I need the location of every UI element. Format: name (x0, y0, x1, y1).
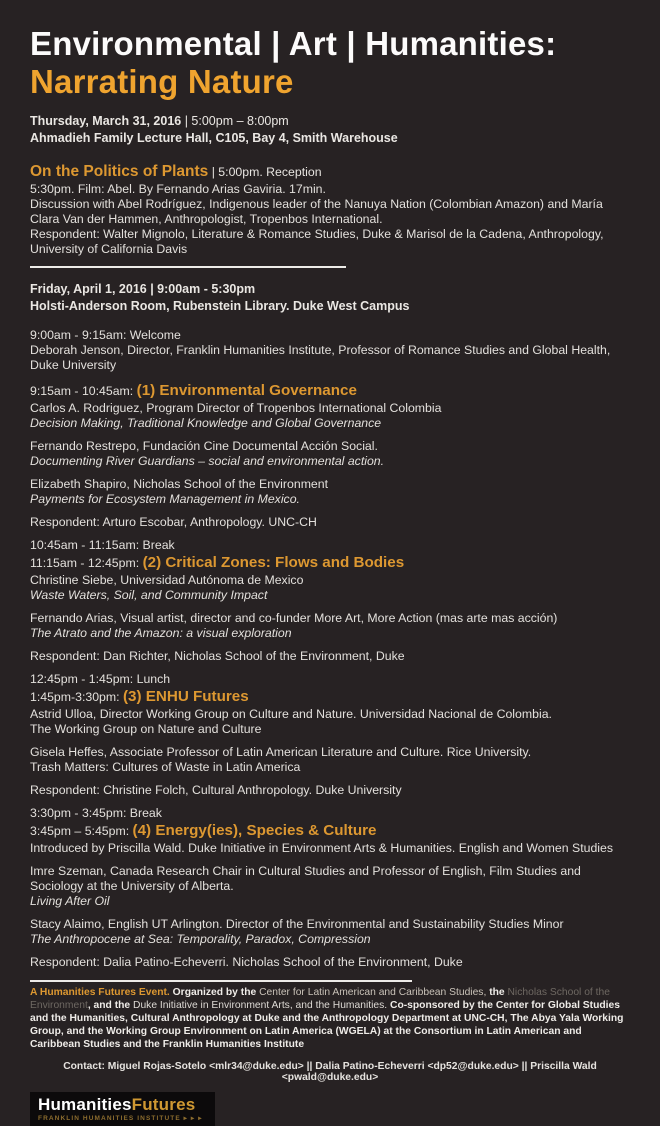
credit-segment: Duke Initiative in Environment Arts, and the Humanities. (133, 1000, 388, 1011)
separator-line (30, 266, 346, 268)
spacer (30, 947, 630, 955)
program-line: Respondent: Dan Richter, Nicholas School of the Environment, Duke (30, 649, 405, 663)
program-line: Waste Waters, Soil, and Community Impact (30, 588, 268, 602)
logo-futures: Futures (131, 1095, 196, 1114)
footer-separator-line (30, 980, 412, 982)
day1-session-heading (30, 162, 630, 182)
program-line: Discussion with Abel Rodríguez, Indigenous leader of the Nanuya Nation (Colombian Amazon) and María Clara Van der Hammen, Anthropologist, Tropenbos International. (30, 197, 603, 226)
session-heading (30, 687, 630, 707)
session-title: (1) Environmental Governance (136, 382, 357, 399)
credit-segment: Organized by the (169, 987, 260, 998)
credit-segment: Nicholas School of the Environment (30, 987, 610, 1011)
day1-venue: Ahmadieh Family Lecture Hall, C105, Bay 4, Smith Warehouse (30, 131, 398, 145)
footer-credits (30, 986, 630, 1051)
day1-program (30, 182, 630, 257)
program-line: Introduced by Priscilla Wald. Duke Initiative in Environment Arts & Humanities. English and Women Studies (30, 841, 614, 855)
credit-segment: Center for Latin American and Caribbean Studies, (259, 987, 487, 998)
spacer (30, 603, 630, 611)
program-line: Payments for Ecosystem Management in Mexico. (30, 492, 300, 506)
program-line: Gisela Heffes, Associate Professor of Latin American Literature and Culture. Rice University. (30, 745, 532, 759)
logo-tagline: FRANKLIN HUMANITIES INSTITUTE ▸ ▸ ▸ (38, 1115, 203, 1122)
spacer (30, 431, 630, 439)
day1-dateline (30, 113, 630, 129)
program-line: Astrid Ulloa, Director Working Group on Culture and Nature. Universidad Nacional de Colombia. (30, 707, 552, 721)
session-time: 3:45pm – 5:45pm: (30, 824, 133, 838)
spacer (30, 664, 630, 672)
program-line: Living After Oil (30, 894, 110, 908)
day2-date: Friday, April 1, 2016 (30, 282, 147, 296)
humanities-futures-logo (30, 1092, 215, 1126)
credit-segment: A Humanities Futures Event. (30, 987, 170, 998)
program-line: 9:00am - 9:15am: Welcome (30, 328, 181, 342)
program-line: Deborah Jenson, Director, Franklin Humanities Institute, Professor of Romance Studies and Global Health, Duke University (30, 343, 611, 372)
program-line: Stacy Alaimo, English UT Arlington. Director of the Environmental and Sustainability Studies Minor (30, 917, 564, 931)
spacer (30, 641, 630, 649)
program-line: Trash Matters: Cultures of Waste in Latin America (30, 760, 301, 774)
logo-humanities: Humanities (38, 1095, 132, 1114)
day2-venue: Holsti-Anderson Room, Rubenstein Library. Duke West Campus (30, 299, 410, 313)
credit-segment: , and the (87, 1000, 134, 1011)
spacer (30, 856, 630, 864)
session-title: (2) Critical Zones: Flows and Bodies (142, 554, 405, 571)
session-heading (30, 821, 630, 841)
program-line: The Anthropocene at Sea: Temporality, Paradox, Compression (30, 932, 371, 946)
program-line: Respondent: Christine Folch, Cultural Anthropology. Duke University (30, 783, 402, 797)
credit-segment: Co-sponsored by the Center for Global Studies and the Humanities, Cultural Anthropology at Duke and the Anthropology Department at UNC-CH, The Abya Yala Working Group, and the Working Group Environment on Latin America (WGELA) at the Consortium in Latin American and Caribbean Studies and the Franklin Humanities Institute (30, 1000, 624, 1050)
spacer (30, 798, 630, 806)
credit-segment: the (486, 987, 508, 998)
day2-program (30, 328, 630, 970)
contact-line: Contact: Miguel Rojas-Sotelo <mlr34@duke.edu> || Dalia Patino-Echeverri <dp52@duke.edu> || Priscilla Wald <pwald@duke.edu> (63, 1061, 597, 1083)
program-line: 3:30pm - 3:45pm: Break (30, 806, 162, 820)
day1-time: | 5:00pm – 8:00pm (181, 114, 289, 128)
program-line: Respondent: Dalia Patino-Echeverri. Nicholas School of the Environment, Duke (30, 955, 463, 969)
spacer (30, 507, 630, 515)
program-line: Carlos A. Rodriguez, Program Director of Tropenbos International Colombia (30, 401, 442, 415)
session-time: 1:45pm-3:30pm: (30, 690, 123, 704)
program-line: 10:45am - 11:15am: Break (30, 538, 175, 552)
program-line: The Atrato and the Amazon: a visual exploration (30, 626, 292, 640)
day1-session-suffix: | 5:00pm. Reception (208, 165, 322, 179)
program-line: Documenting River Guardians – social and environmental action. (30, 454, 385, 468)
day2-dateline (30, 281, 630, 297)
spacer (30, 530, 630, 538)
day1-session-title: On the Politics of Plants (30, 163, 209, 180)
day1-date: Thursday, March 31, 2016 (30, 114, 182, 128)
program-line: Respondent: Walter Mignolo, Literature & Romance Studies, Duke & Marisol de la Cadena, Anthropology, University of California Davis (30, 227, 604, 256)
program-line: Respondent: Arturo Escobar, Anthropology. UNC-CH (30, 515, 317, 529)
session-time: 9:15am - 10:45am: (30, 384, 137, 398)
session-heading (30, 553, 630, 573)
day2-time: | 9:00am - 5:30pm (146, 282, 256, 296)
program-line: 12:45pm - 1:45pm: Lunch (30, 672, 171, 686)
spacer (30, 737, 630, 745)
poster-title-line2: Narrating Nature (30, 63, 294, 100)
session-title: (4) Energy(ies), Species & Culture (132, 822, 377, 839)
program-line: 5:30pm. Film: Abel. By Fernando Arias Gaviria. 17min. (30, 182, 326, 196)
program-line: Decision Making, Traditional Knowledge and Global Governance (30, 416, 382, 430)
session-title: (3) ENHU Futures (122, 688, 249, 705)
session-heading (30, 381, 630, 401)
spacer (30, 373, 630, 381)
program-line: Fernando Restrepo, Fundación Cine Documental Acción Social. (30, 439, 378, 453)
logo-wordmark (38, 1096, 203, 1114)
spacer (30, 775, 630, 783)
spacer (30, 909, 630, 917)
poster-title-line1: Environmental | Art | Humanities: (30, 25, 557, 62)
spacer (30, 469, 630, 477)
program-line: Christine Siebe, Universidad Autónoma de Mexico (30, 573, 304, 587)
session-time: 11:15am - 12:45pm: (30, 556, 143, 570)
program-line: Fernando Arias, Visual artist, director and co-funder More Art, More Action (mas arte mas acción) (30, 611, 558, 625)
program-line: Elizabeth Shapiro, Nicholas School of the Environment (30, 477, 329, 491)
program-line: The Working Group on Nature and Culture (30, 722, 262, 736)
program-line: Imre Szeman, Canada Research Chair in Cultural Studies and Professor of English, Film Studies and Sociology at the University of Alberta. (30, 864, 581, 893)
